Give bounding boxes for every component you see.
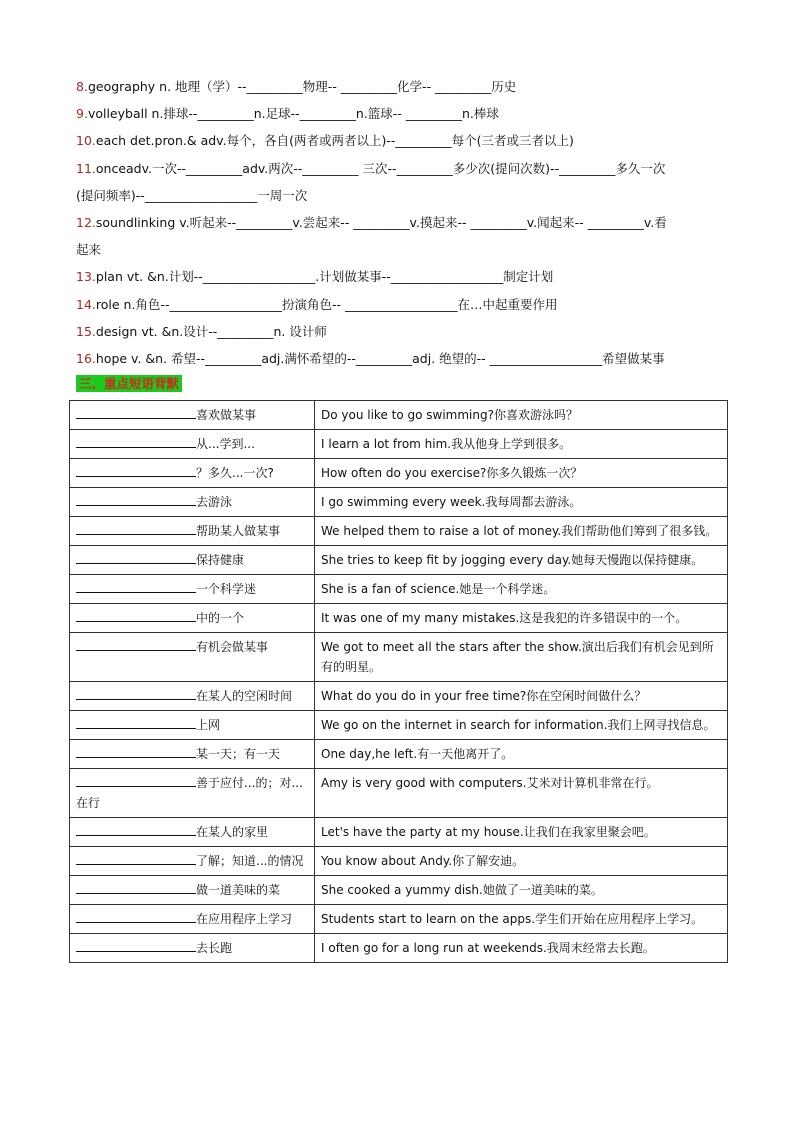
vocab-number: 8.: [76, 79, 88, 94]
answer-blank[interactable]: [76, 434, 196, 448]
table-row: [70, 575, 728, 604]
vocab-text: soundlinking v.听起来--_________v.尝起来-- _________v.摸起来-- _________v.闻起来-- _________v.看: [95, 215, 667, 231]
table-row: [70, 740, 728, 769]
vocab-text: plan vt. &n.计划--__________________.计划做某事--__________________制定计划: [95, 269, 554, 285]
phrase-chinese: 一个科学迷: [196, 582, 257, 596]
phrase-cell: [70, 818, 315, 847]
answer-blank[interactable]: [76, 822, 196, 836]
answer-blank[interactable]: [76, 686, 196, 700]
phrase-cell: [70, 847, 315, 876]
vocab-line: [76, 100, 726, 127]
vocab-text: onceadv.一次--_________adv.两次--_________ 三次--_________多少次(提问次数)--_________多久一次: [95, 160, 666, 176]
phrase-cell: [70, 517, 315, 546]
table-row: [70, 847, 728, 876]
table-row: [70, 711, 728, 740]
vocab-line: [76, 318, 726, 345]
phrase-cell: [70, 401, 315, 430]
answer-blank[interactable]: [76, 851, 196, 865]
table-row: [70, 769, 728, 818]
vocab-number: 11.: [76, 160, 96, 176]
example-sentence: Students start to learn on the apps.学生们开始在应用程序上学习。: [315, 905, 728, 934]
phrase-cell: [70, 711, 315, 740]
answer-blank[interactable]: [76, 579, 196, 593]
answer-blank[interactable]: [76, 405, 196, 419]
phrase-chinese: 中的一个: [196, 611, 245, 625]
answer-blank[interactable]: [76, 773, 196, 787]
answer-blank[interactable]: [76, 463, 196, 477]
phrase-cell: [70, 769, 315, 818]
vocab-number: 13.: [76, 269, 96, 285]
phrase-chinese: 帮助某人做某事: [196, 524, 281, 538]
phrase-chinese: ？多久...一次?: [196, 466, 274, 480]
vocab-text: design vt. &n.设计--_________n. 设计师: [95, 323, 327, 339]
example-sentence: I learn a lot from him.我从他身上学到很多。: [315, 430, 728, 459]
phrase-cell: [70, 934, 315, 963]
answer-blank[interactable]: [76, 492, 196, 506]
table-row: [70, 633, 728, 682]
phrase-cell: [70, 905, 315, 934]
answer-blank[interactable]: [76, 880, 196, 894]
answer-blank[interactable]: [76, 715, 196, 729]
vocab-line: [76, 263, 726, 290]
vocab-line: [76, 236, 726, 263]
example-sentence: It was one of my many mistakes.这是我犯的许多错误中的一个。: [315, 604, 728, 633]
answer-blank[interactable]: [76, 550, 196, 564]
example-sentence: How often do you exercise?你多久锻炼一次？: [315, 459, 728, 488]
example-sentence: She is a fan of science.她是一个科学迷。: [315, 575, 728, 604]
phrase-cell: [70, 604, 315, 633]
answer-blank[interactable]: [76, 909, 196, 923]
table-row: [70, 517, 728, 546]
phrase-chinese: 在应用程序上学习: [196, 912, 293, 926]
phrase-chinese: 去游泳: [196, 495, 233, 509]
vocab-line: [76, 155, 726, 182]
phrase-cell: [70, 633, 315, 682]
answer-blank[interactable]: [76, 744, 196, 758]
vocab-text: volleyball n.排球--_________n.足球--_________n.篮球-- _________n.棒球: [87, 106, 499, 122]
phrase-chinese: 善于应付...的；对...在行: [76, 776, 303, 810]
vocab-number: 10.: [76, 133, 96, 149]
example-sentence: She cooked a yummy dish.她做了一道美味的菜。: [315, 876, 728, 905]
example-sentence: What do you do in your free time?你在空闲时间做什么？: [315, 682, 728, 711]
phrase-cell: [70, 459, 315, 488]
table-row: [70, 876, 728, 905]
example-sentence: You know about Andy.你了解安迪。: [315, 847, 728, 876]
vocab-text: hope v. &n. 希望--_________adj.满怀希望的--_________adj. 绝望的-- __________________希望做某事: [95, 351, 665, 367]
example-sentence: We got to meet all the stars after the show.演出后我们有机会见到所有的明星。: [315, 633, 728, 682]
phrase-cell: [70, 682, 315, 711]
table-row: [70, 682, 728, 711]
answer-blank[interactable]: [76, 637, 196, 651]
vocab-number: 12.: [76, 215, 96, 231]
phrase-chinese: 某一天；有一天: [196, 747, 281, 761]
vocab-text: each det.pron.& adv.每个，各自(两者或两者以上)--_________每个(三者或三者以上): [95, 133, 574, 149]
table-row: [70, 488, 728, 517]
table-row: [70, 604, 728, 633]
phrase-cell: [70, 546, 315, 575]
table-row: [70, 459, 728, 488]
answer-blank[interactable]: [76, 521, 196, 535]
answer-blank[interactable]: [76, 938, 196, 952]
answer-blank[interactable]: [76, 608, 196, 622]
phrase-cell: [70, 488, 315, 517]
phrase-cell: [70, 575, 315, 604]
vocabulary-list: [76, 73, 726, 372]
example-sentence: We helped them to raise a lot of money.我们帮助他们筹到了很多钱。: [315, 517, 728, 546]
table-row: [70, 430, 728, 459]
table-row: [70, 401, 728, 430]
phrase-cell: [70, 876, 315, 905]
example-sentence: Let's have the party at my house.让我们在我家里聚会吧。: [315, 818, 728, 847]
vocab-text: (提问频率)--__________________一周一次: [76, 187, 308, 203]
example-sentence: One day,he left.有一天他离开了。: [315, 740, 728, 769]
table-row: [70, 905, 728, 934]
phrase-chinese: 上网: [196, 718, 221, 732]
section-title: 三、重点短语背默: [76, 375, 182, 392]
example-sentence: Amy is very good with computers.艾米对计算机非常在行。: [315, 769, 728, 818]
phrase-chinese: 在某人的空闲时间: [196, 689, 293, 703]
vocab-number: 15.: [76, 323, 96, 339]
vocab-number: 16.: [76, 351, 96, 367]
example-sentence: I often go for a long run at weekends.我周末经常去长跑。: [315, 934, 728, 963]
phrase-chinese: 做一道美味的菜: [196, 883, 281, 897]
vocab-text: role n.角色--__________________扮演角色-- __________________在…中起重要作用: [95, 296, 558, 312]
example-sentence: She tries to keep fit by jogging every day.她每天慢跑以保持健康。: [315, 546, 728, 575]
phrase-cell: [70, 740, 315, 769]
vocab-line: [76, 127, 726, 154]
phrase-chinese: 在某人的家里: [196, 825, 269, 839]
phrase-chinese: 去长跑: [196, 941, 233, 955]
vocab-number: 9.: [76, 106, 88, 122]
vocab-text: geography n. 地理（学）--_________物理-- _________化学-- _________历史: [87, 79, 517, 94]
table-row: [70, 546, 728, 575]
phrase-chinese: 保持健康: [196, 553, 245, 567]
vocab-text: 起来: [76, 242, 102, 258]
vocab-number: 14.: [76, 296, 96, 312]
phrase-chinese: 有机会做某事: [196, 640, 269, 654]
vocab-line: [76, 291, 726, 318]
phrase-chinese: 喜欢做某事: [196, 408, 257, 422]
table-row: [70, 818, 728, 847]
phrase-table: [69, 400, 728, 963]
phrase-chinese: 了解；知道...的情况: [196, 854, 304, 868]
vocab-line: [76, 73, 726, 100]
table-row: [70, 934, 728, 963]
example-sentence: I go swimming every week.我每周都去游泳。: [315, 488, 728, 517]
phrase-cell: [70, 430, 315, 459]
example-sentence: We go on the internet in search for information.我们上网寻找信息。: [315, 711, 728, 740]
phrase-chinese: 从...学到...: [196, 437, 255, 451]
vocab-line: [76, 209, 726, 236]
vocab-line: [76, 345, 726, 372]
example-sentence: Do you like to go swimming?你喜欢游泳吗？: [315, 401, 728, 430]
vocab-line: [76, 182, 726, 209]
